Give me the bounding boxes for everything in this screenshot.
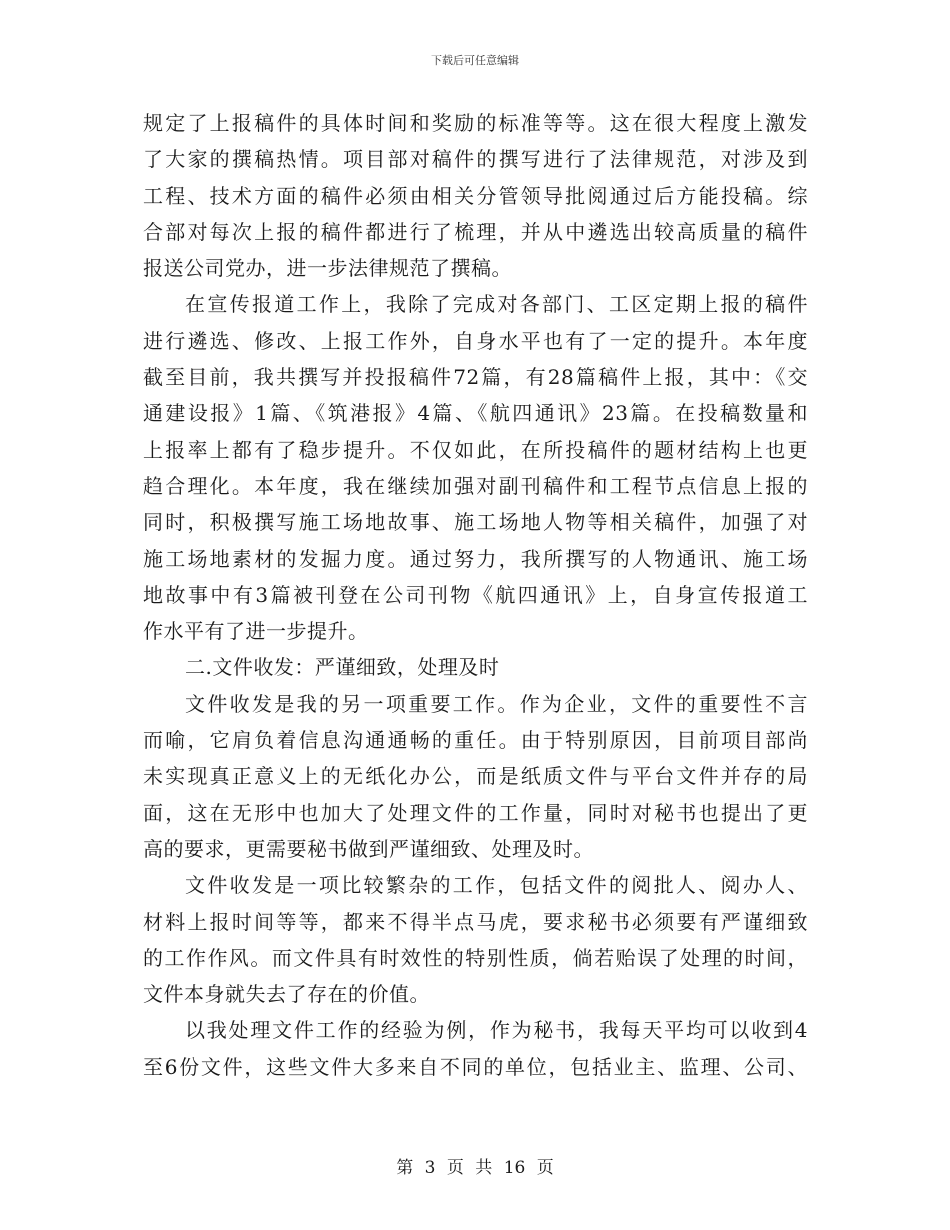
body-text-line: 了大家的撰稿热情。项目部对稿件的撰写进行了法律规范，对涉及到 — [143, 147, 808, 172]
body-text-line: 文件收发是我的另一项重要工作。作为企业，文件的重要性不言 — [185, 691, 808, 716]
body-text-line: 上报率上都有了稳步提升。不仅如此，在所投稿件的题材结构上也更 — [143, 437, 808, 462]
page-header-note: 下载后可任意编辑 — [431, 54, 519, 67]
body-text-line: 同时，积极撰写施工场地故事、施工场地人物等相关稿件，加强了对 — [143, 510, 808, 535]
document-body — [143, 105, 808, 1085]
body-text-line: 文件本身就失去了存在的价值。 — [143, 982, 430, 1007]
body-text-line: 的工作作风。而文件具有时效性的特别性质，倘若贻误了处理的时间， — [143, 945, 808, 970]
body-text-line: 至6份文件，这些文件大多来自不同的单位，包括业主、监理、公司、 — [143, 1054, 808, 1079]
body-text-line: 高的要求，更需要秘书做到严谨细致、处理及时。 — [143, 836, 594, 861]
body-text-line: 工程、技术方面的稿件必须由相关分管领导批阅通过后方能投稿。综 — [143, 183, 808, 208]
body-text-line: 地故事中有3篇被刊登在公司刊物《航四通讯》上，自身宣传报道工 — [143, 582, 808, 607]
body-text-line: 合部对每次上报的稿件都进行了梳理，并从中遴选出较高质量的稿件 — [143, 219, 808, 244]
page-number-footer: 第 3 页 共 16 页 — [396, 1158, 554, 1178]
body-text-line: 材料上报时间等等，都来不得半点马虎，要求秘书必须要有严谨细致 — [143, 909, 808, 934]
body-text-line: 截至目前，我共撰写并投报稿件72篇，有28篇稿件上报，其中：《交 — [143, 365, 808, 390]
body-text-line: 在宣传报道工作上，我除了完成对各部门、工区定期上报的稿件 — [185, 292, 808, 317]
body-text-line: 进行遴选、修改、上报工作外，自身水平也有了一定的提升。本年度 — [143, 328, 808, 353]
body-text-line: 以我处理文件工作的经验为例，作为秘书，我每天平均可以收到4 — [185, 1018, 808, 1043]
body-text-line: 通建设报》1篇、《筑港报》4篇、《航四通讯》23篇。在投稿数量和 — [143, 401, 808, 426]
body-text-line: 未实现真正意义上的无纸化办公，而是纸质文件与平台文件并存的局 — [143, 764, 808, 789]
body-text-line: 文件收发是一项比较繁杂的工作，包括文件的阅批人、阅办人、 — [185, 873, 808, 898]
body-text-line: 面，这在无形中也加大了处理文件的工作量，同时对秘书也提出了更 — [143, 800, 808, 825]
body-text-line: 施工场地素材的发掘力度。通过努力，我所撰写的人物通讯、施工场 — [143, 546, 808, 571]
body-text-line: 趋合理化。本年度，我在继续加强对副刊稿件和工程节点信息上报的 — [143, 473, 808, 498]
body-text-line: 规定了上报稿件的具体时间和奖励的标准等等。这在很大程度上激发 — [143, 111, 808, 135]
body-text-line: 报送公司党办，进一步法律规范了撰稿。 — [143, 256, 512, 281]
body-text-line: 而喻，它肩负着信息沟通通畅的重任。由于特别原因，目前项目部尚 — [143, 728, 808, 753]
body-text-line: 二.文件收发：严谨细致，处理及时 — [185, 655, 500, 680]
body-text-line: 作水平有了进一步提升。 — [143, 619, 369, 644]
